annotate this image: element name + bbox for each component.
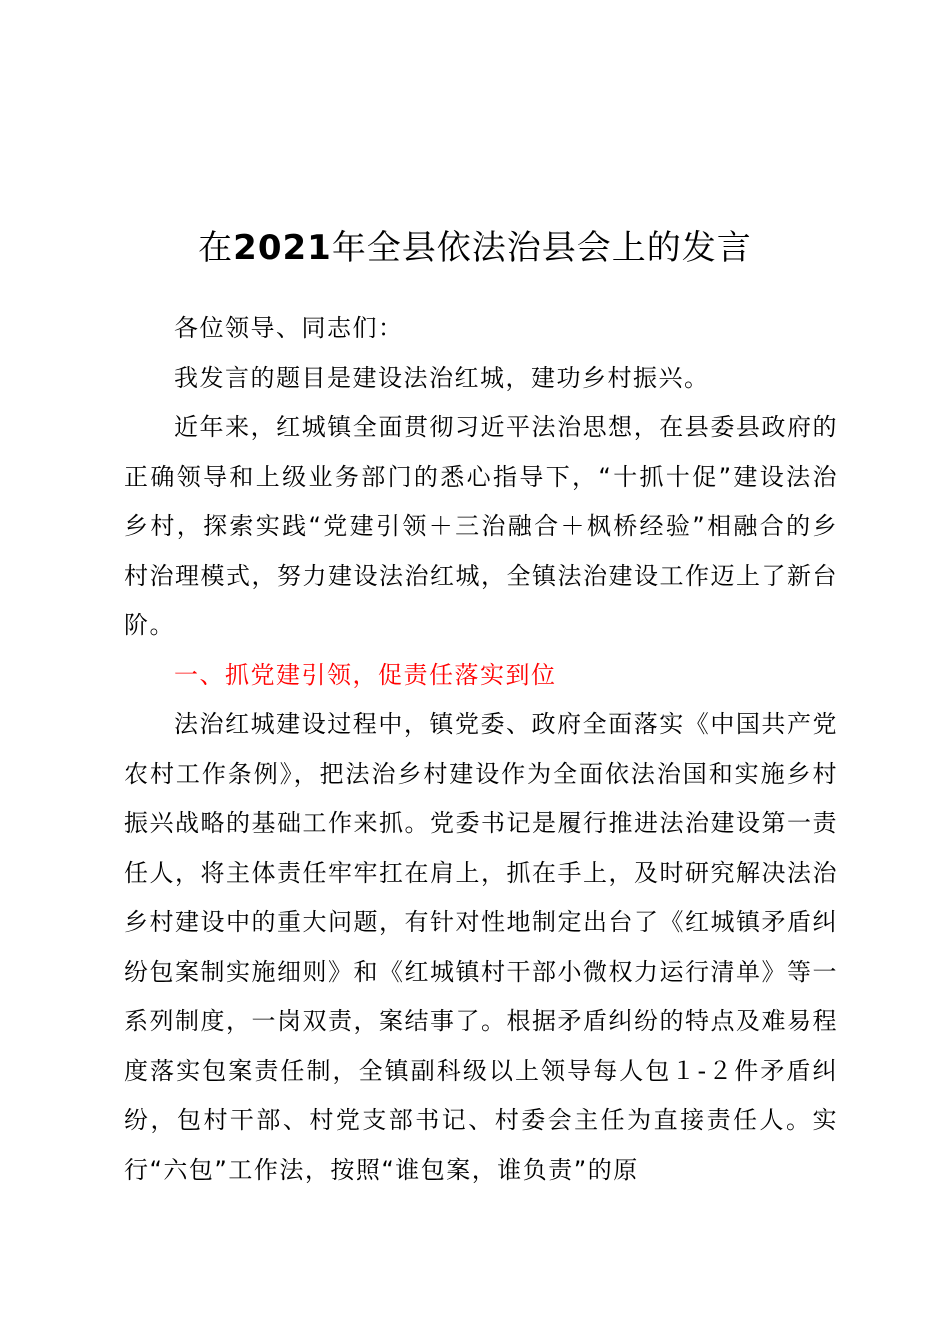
section-paragraph: 法治红城建设过程中，镇党委、政府全面落实《中国共产党农村工作条例》，把法治乡村建设作为全面依法治国和实施乡村振兴战略的基础工作来抓。党委书记是履行推进法治建设第一责任人，将主体责任牢牢扛在肩上，抓在手上，及时研究解决法治乡村建设中的重大问题，有针对性地制定出台了《红城镇矛盾纠纷包案制实施细则》和《红城镇村干部小微权力运行清单》等一系列制度，一岗双责，案结事了。根据矛盾纠纷的特点及难易程度落实包案责任制，全镇副科级以上领导每人包１-２件矛盾纠纷，包村干部、村党支部书记、村委会主任为直接责任人。实行“六包”工作法，按照“谁包案，谁负责”的原 <box>124 710 838 1184</box>
title-suffix: 年全县依法治县会上的发言 <box>331 228 752 268</box>
section-heading: 一、抓党建引领，促责任落实到位 <box>174 660 557 689</box>
greeting: 各位领导、同志们： <box>174 314 404 342</box>
title-prefix: 在 <box>198 228 234 268</box>
document-title <box>0 222 950 274</box>
paragraph-topic: 我发言的题目是建设法治红城，建功乡村振兴。 <box>174 363 710 392</box>
document-body <box>124 304 838 1195</box>
title-year: 2021 <box>233 228 332 268</box>
paragraph-intro: 近年来，红城镇全面贯彻习近平法治思想，在县委县政府的正确领导和上级业务部门的悉心指导下，“十抓十促”建设法治乡村，探索实践“党建引领＋三治融合＋枫桥经验”相融合的乡村治理模式，努力建设法治红城，全镇法治建设工作迈上了新台阶。 <box>124 413 838 639</box>
